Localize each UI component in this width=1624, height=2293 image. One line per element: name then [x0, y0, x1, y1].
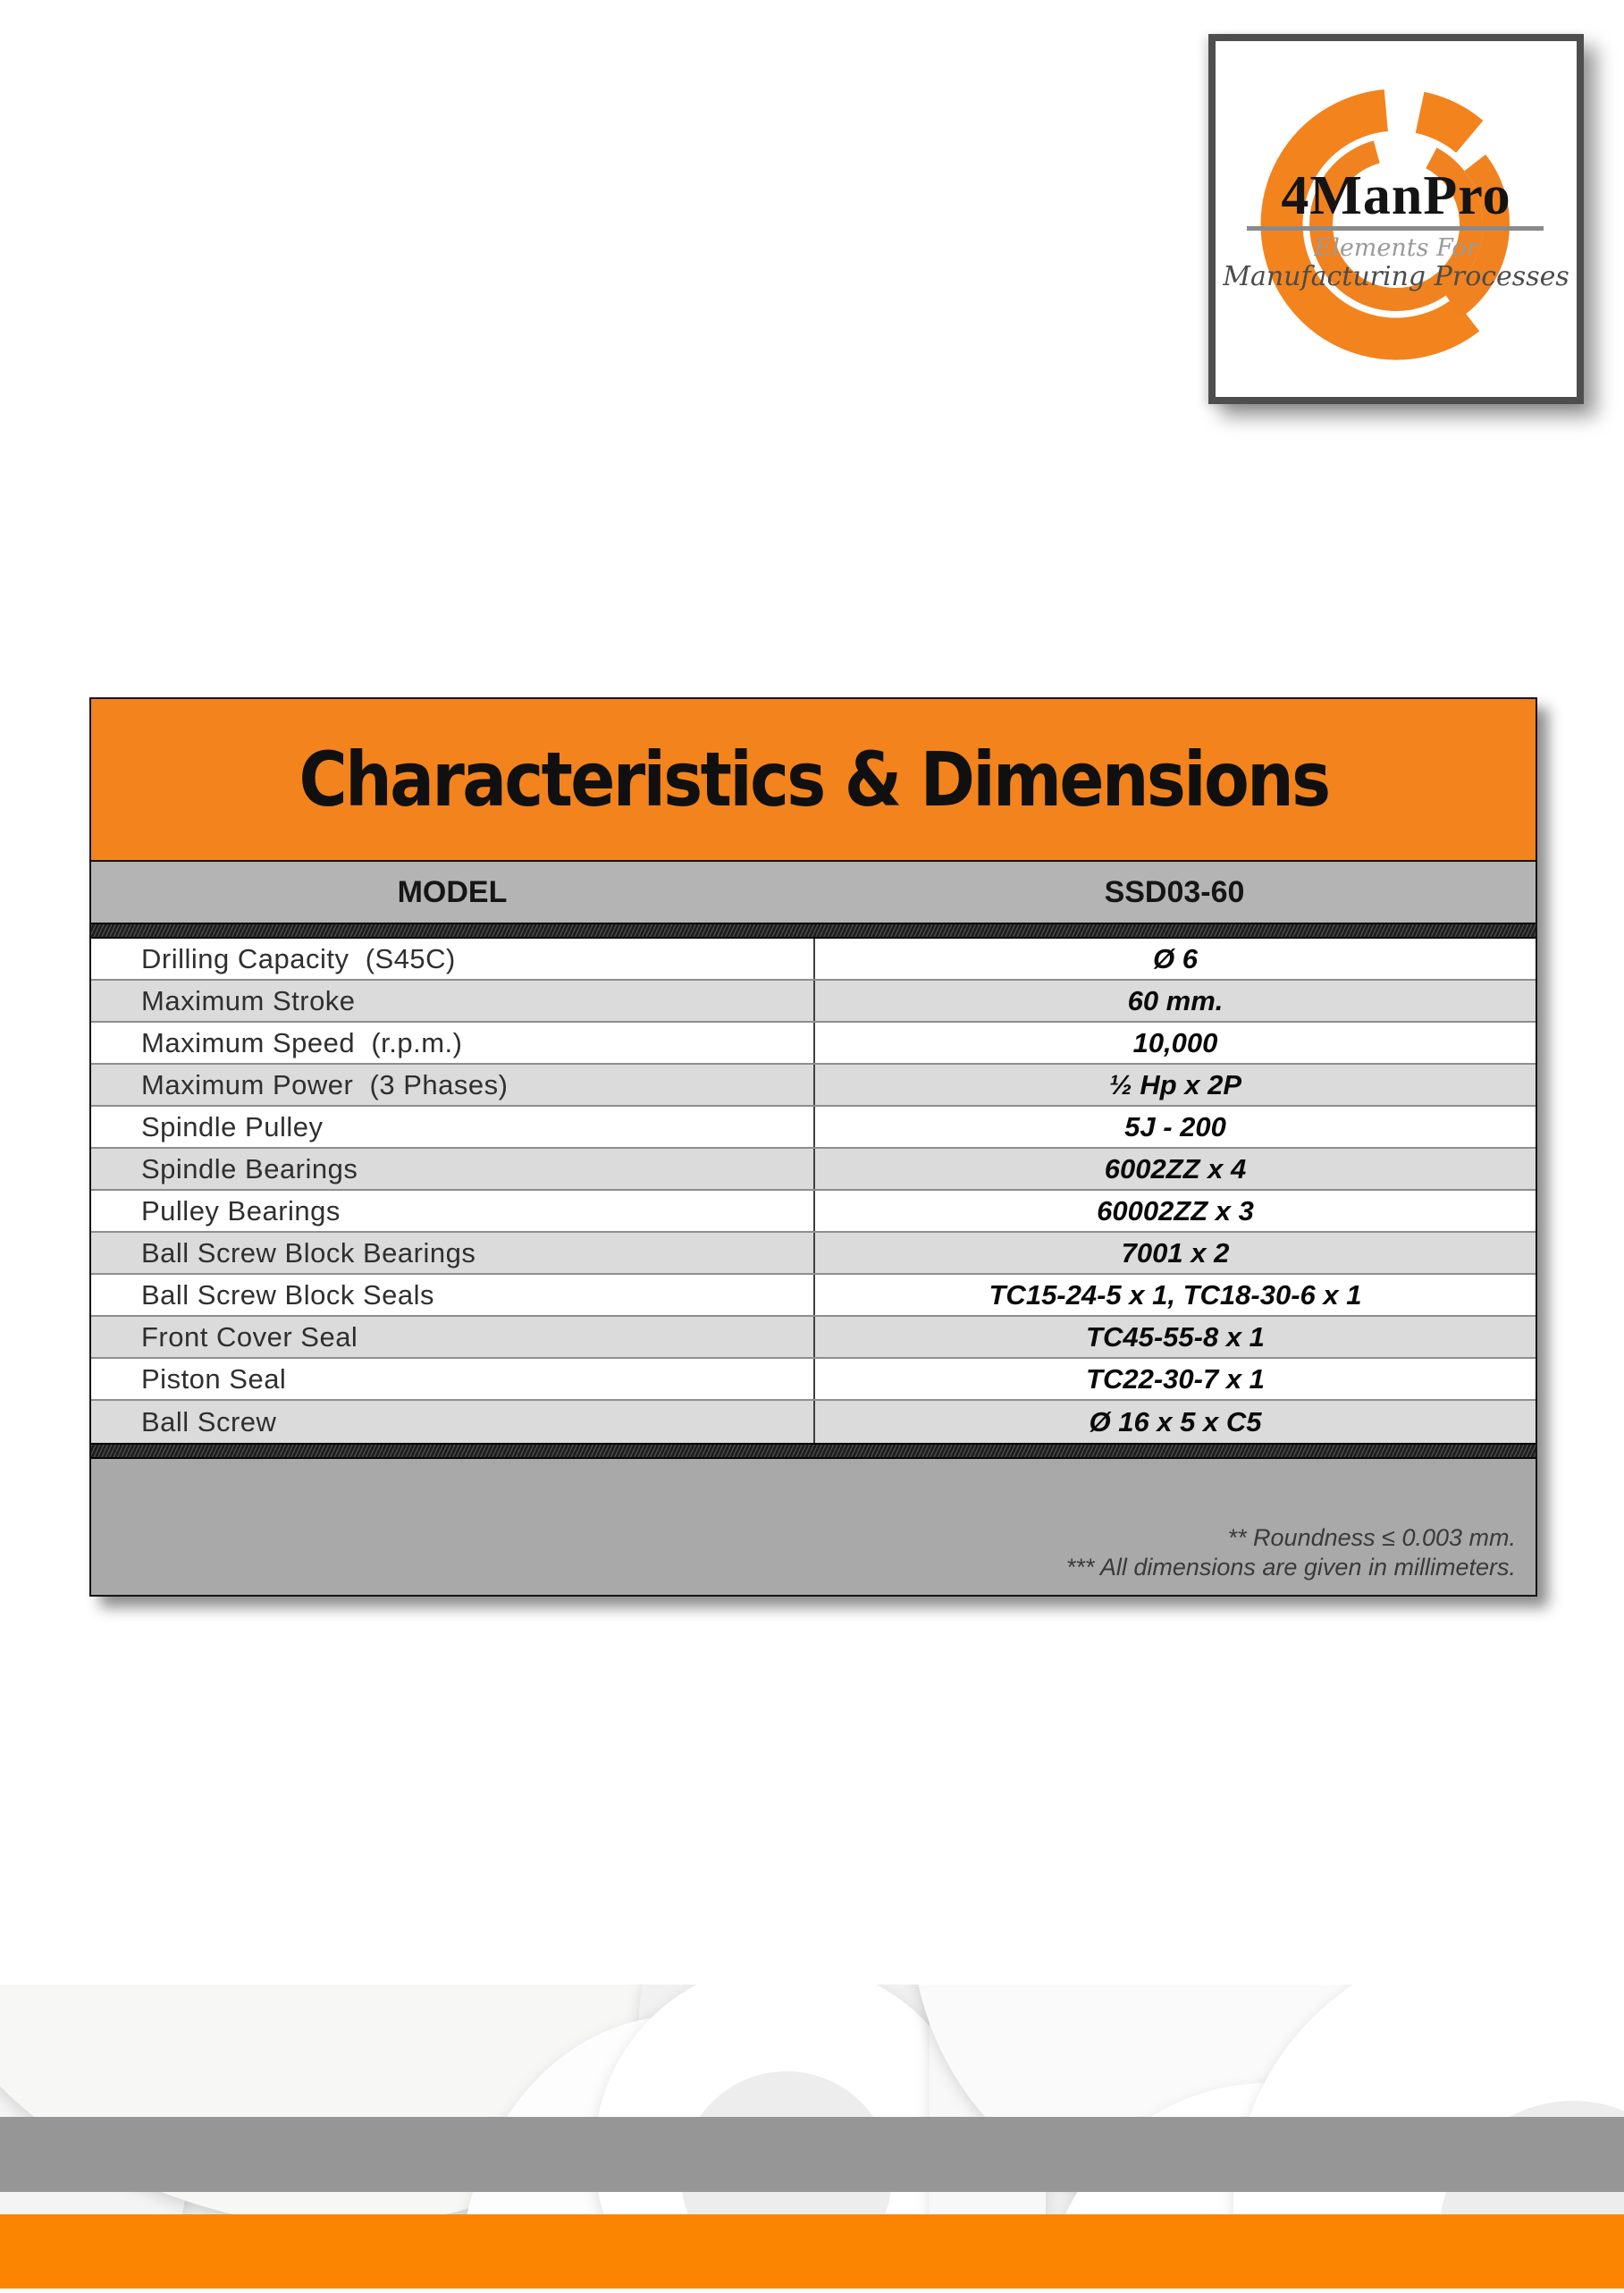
- model-row: [91, 862, 1536, 923]
- separator-band-bottom: [91, 1443, 1536, 1459]
- table-row: [91, 1149, 1536, 1191]
- spec-value: 60002ZZ x 3: [813, 1191, 1536, 1231]
- spec-label: Ball Screw Block Seals: [141, 1278, 435, 1311]
- table-title-banner: [91, 699, 1536, 862]
- spec-label: Maximum Stroke: [141, 984, 356, 1016]
- spec-label: Spindle Bearings: [141, 1152, 358, 1184]
- spec-value: 10,000: [813, 1023, 1536, 1063]
- spec-value: 7001 x 2: [813, 1233, 1536, 1273]
- spec-value: Ø 6: [813, 939, 1536, 979]
- spec-label: Front Cover Seal: [141, 1320, 358, 1353]
- model-label: MODEL: [397, 874, 508, 909]
- bottom-orange-bar: [0, 2214, 1624, 2289]
- logo-divider-line: [1247, 226, 1544, 231]
- model-value: SSD03-60: [1104, 874, 1245, 909]
- spec-table: [89, 697, 1537, 1597]
- logo-tagline-line1: Elements For: [1314, 234, 1478, 262]
- spec-label: Drilling Capacity (S45C): [141, 942, 456, 974]
- spec-value: TC15-24-5 x 1, TC18-30-6 x 1: [813, 1275, 1536, 1315]
- spec-value: 60 mm.: [813, 981, 1536, 1021]
- logo-tagline-line2: Manufacturing Processes: [1223, 261, 1569, 292]
- spec-value: TC22-30-7 x 1: [813, 1359, 1536, 1399]
- spec-label: Pulley Bearings: [141, 1194, 341, 1227]
- spec-value: 5J - 200: [813, 1107, 1536, 1147]
- spec-label: Ball Screw: [141, 1405, 277, 1437]
- table-row: [91, 1023, 1536, 1065]
- bottom-gray-bar: [0, 2117, 1624, 2192]
- spec-value: ½ Hp x 2P: [813, 1065, 1536, 1105]
- table-row: [91, 981, 1536, 1023]
- spec-label: Piston Seal: [141, 1362, 287, 1395]
- table-row: [91, 939, 1536, 981]
- spec-label: Maximum Speed (r.p.m.): [141, 1026, 463, 1058]
- table-row: [91, 1275, 1536, 1317]
- table-row: [91, 1359, 1536, 1401]
- spec-value: TC45-55-8 x 1: [813, 1317, 1536, 1357]
- table-row: [91, 1191, 1536, 1233]
- separator-band-top: [91, 923, 1536, 939]
- table-row: [91, 1107, 1536, 1149]
- company-logo: [1208, 34, 1584, 404]
- spec-label: Spindle Pulley: [141, 1110, 324, 1142]
- spec-label: Ball Screw Block Bearings: [141, 1236, 476, 1269]
- spec-value: Ø 16 x 5 x C5: [813, 1401, 1536, 1443]
- logo-wordmark: 4ManPro: [1281, 165, 1511, 226]
- spec-label: Maximum Power (3 Phases): [141, 1068, 509, 1100]
- table-row: [91, 1401, 1536, 1443]
- table-title: Characteristics & Dimensions: [299, 736, 1328, 823]
- bottom-decoration: [0, 1985, 1624, 2289]
- table-footer: [91, 1459, 1536, 1595]
- table-row: [91, 1233, 1536, 1275]
- footnote-roundness: ** Roundness ≤ 0.003 mm.: [1227, 1524, 1516, 1551]
- footnote-dimensions: *** All dimensions are given in millimeters.: [1065, 1554, 1516, 1581]
- abstract-circles-graphic: [0, 1985, 1624, 2289]
- table-row: [91, 1065, 1536, 1107]
- spec-value: 6002ZZ x 4: [813, 1149, 1536, 1189]
- table-row: [91, 1317, 1536, 1359]
- spec-rows: [91, 939, 1536, 1443]
